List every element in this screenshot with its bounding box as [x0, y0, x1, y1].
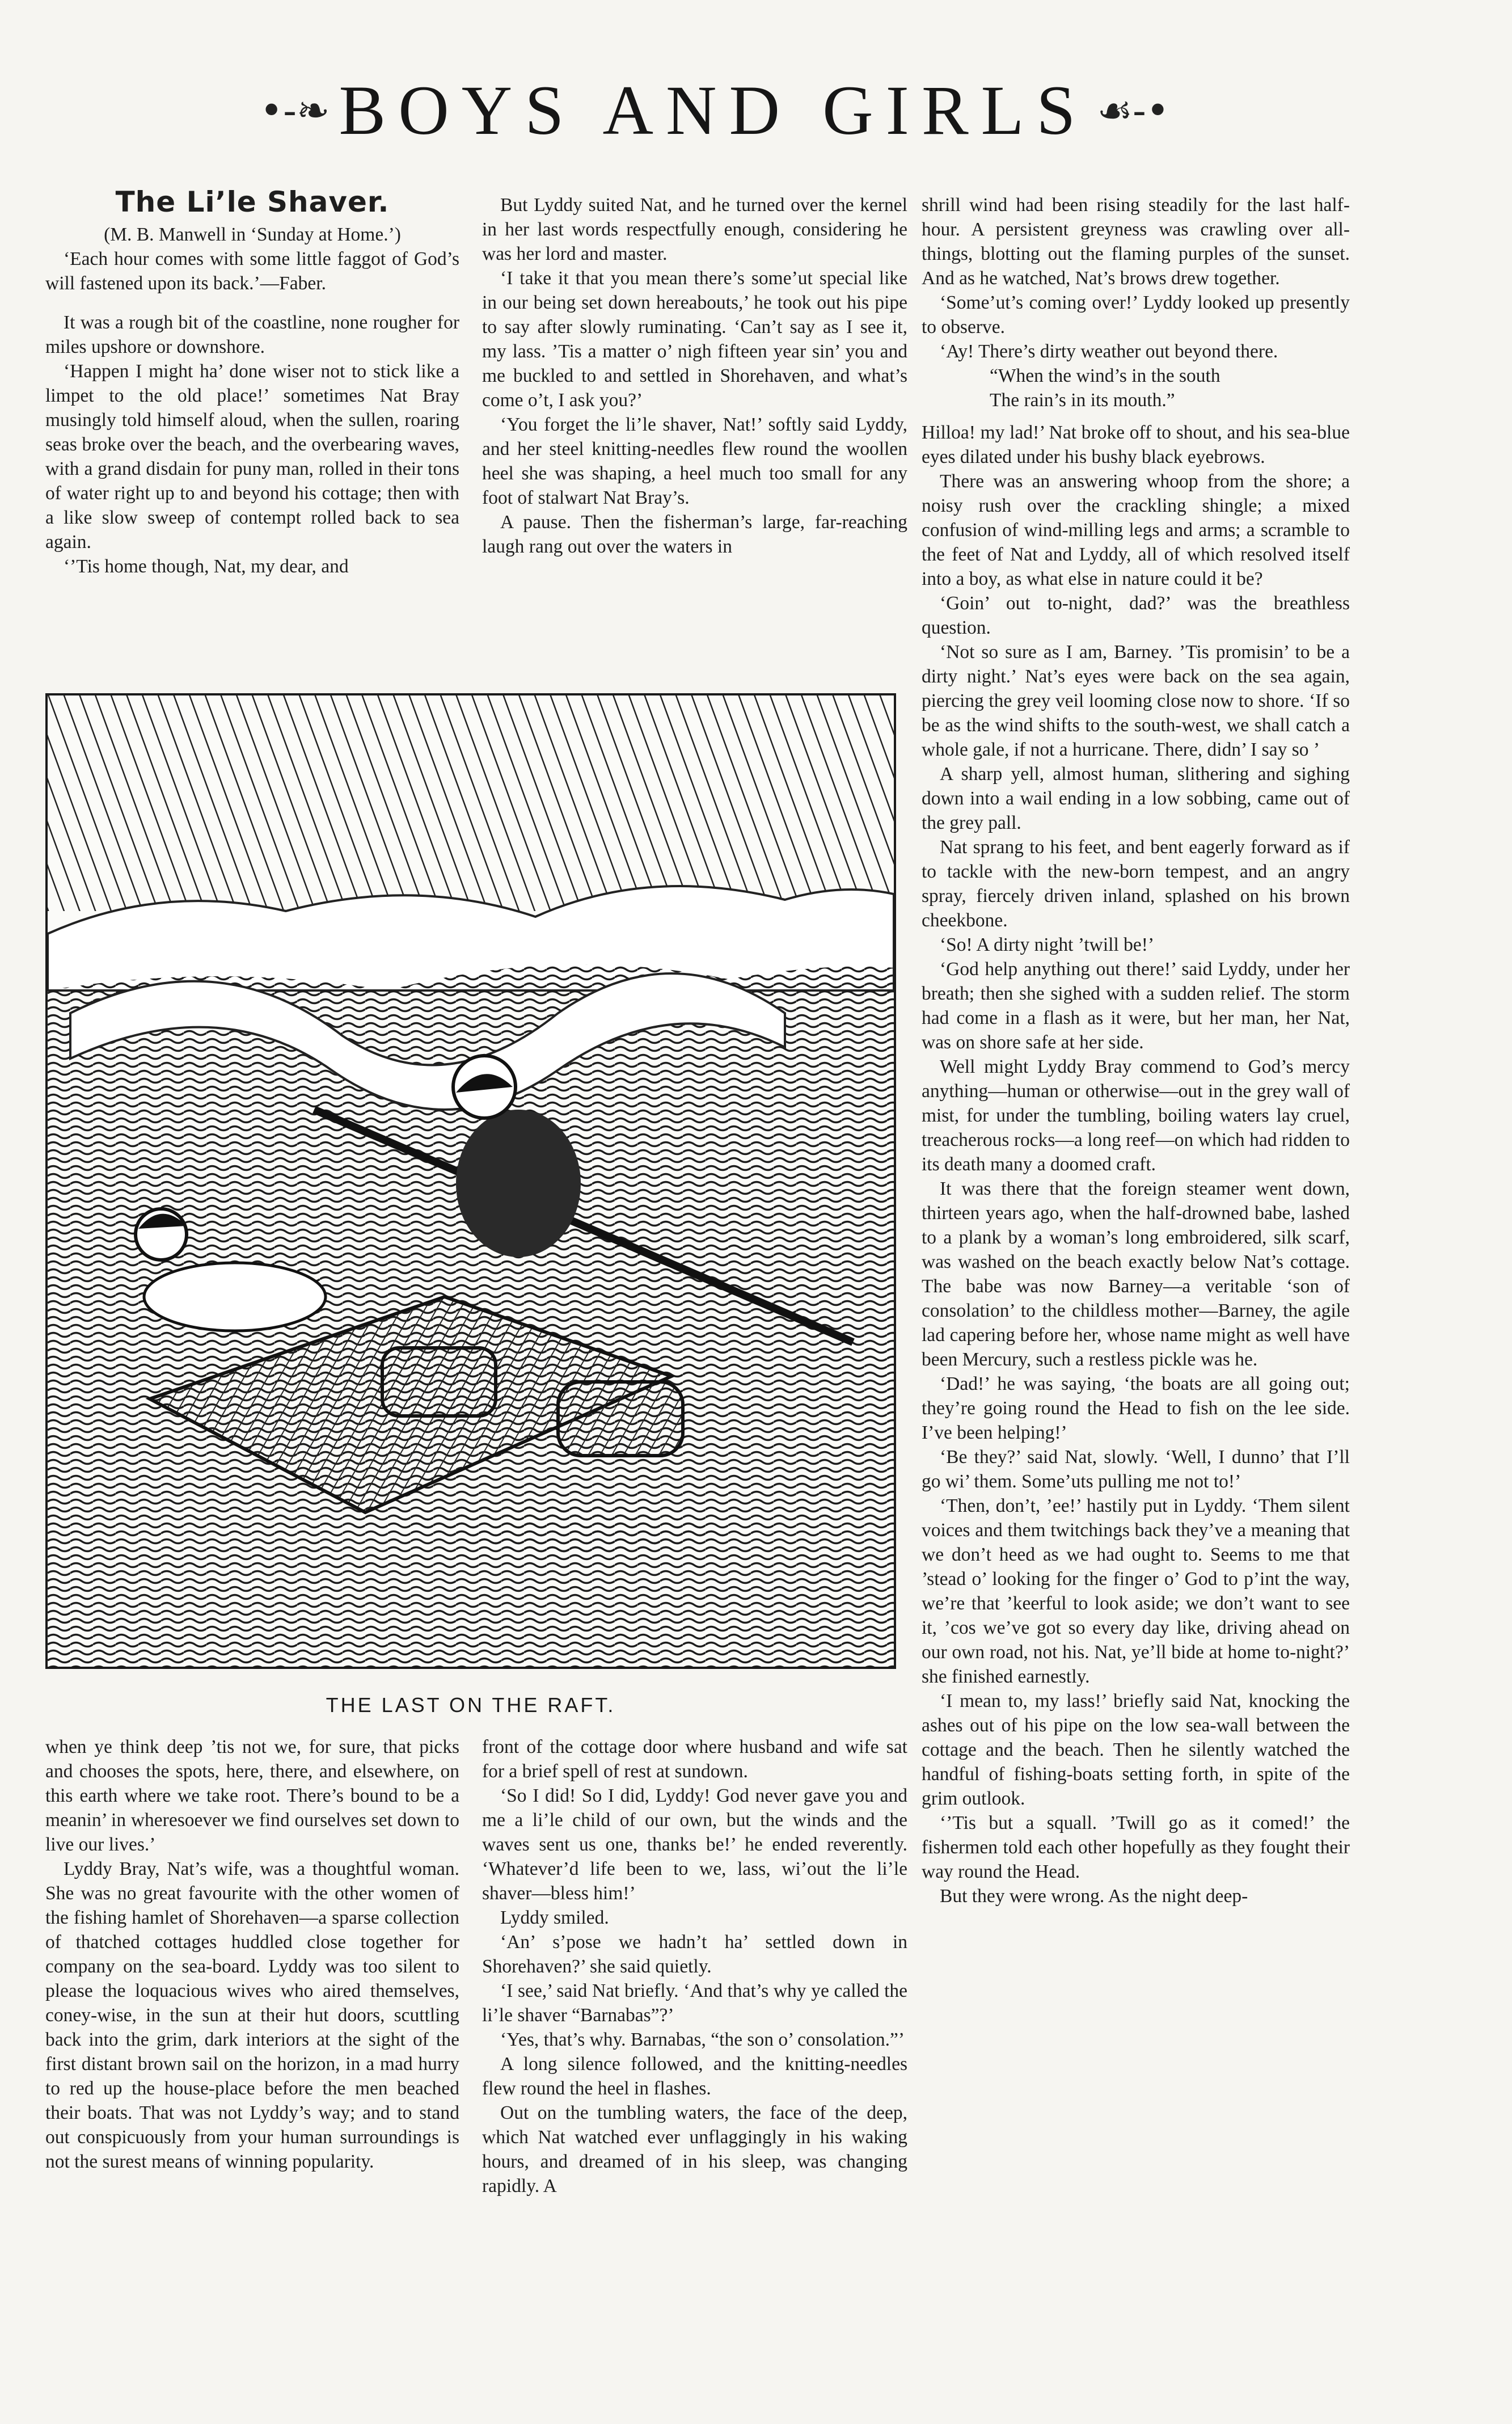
masthead	[216, 68, 1214, 153]
byline: (M. B. Manwell in ‘Sunday at Home.’)	[104, 224, 401, 245]
paragraph: But they were wrong. As the night deep-	[940, 1886, 1248, 1907]
paragraph: But Lyddy suited Nat, and he turned over the kernel in her last words respectfully enough, considering he was her lord and master.	[482, 195, 907, 264]
column-2-bottom	[482, 1735, 907, 2198]
paragraph: A pause. Then the fisherman’s large, far-reaching laugh rang out over the waters in	[482, 512, 907, 557]
paragraph: front of the cottage door where husband and wife sat for a brief spell of rest at sundown.	[482, 1736, 907, 1782]
paragraph: ‘Then, don’t, ’ee!’ hastily put in Lyddy. ‘Them silent voices and them twitchings back they’ve a meaning that we don’t heed as we had ought to. Seems to me that ’stead o’ looking for the finger o’ God to p’int the way, we’re that ’keerful to look aside; we don’t want to see it, ’cos we’ve got so every day like, driving ahead on our own road, not his. Nat, ye’ll bide at home to-night?’ she finished earnestly.	[922, 1495, 1350, 1687]
paragraph: A long silence followed, and the knitting-needles flew round the heel in flashes.	[482, 2054, 907, 2099]
paragraph: ‘Goin’ out to-night, dad?’ was the breathless question.	[922, 593, 1350, 638]
paragraph: Lyddy Bray, Nat’s wife, was a thoughtful woman. She was no great favourite with the other women of the fishing hamlet of Shorehaven—a sparse collection of thatched cottages huddled close together for company on the sea-board. Lyddy was too silent to please the loquacious wives who aired themselves, coney-wise, in the sun at their hut doors, scuttling back into the grim, dark interiors at the sight of the first distant brown sail on the horizon, in a mad hurry to red up the house-place before the men beached their boats. That was not Lyddy’s way; and to stand out conspicuously from your human surroundings is not the surest means of winning popularity.	[45, 1858, 459, 2172]
ornament-left-icon: •-❧	[259, 87, 330, 134]
paragraph: Hilloa! my lad!’ Nat broke off to shout, and his sea-blue eyes dilated under his bushy black eyebrows.	[922, 422, 1350, 467]
column-2-top	[482, 193, 907, 559]
paragraph: ‘Be they?’ said Nat, slowly. ‘Well, I dunno’ that I’ll go wi’ them. Some’uts pulling me not to!’	[922, 1447, 1350, 1492]
verse-line: “When the wind’s in the south	[990, 365, 1220, 386]
paragraph: ‘I mean to, my lass!’ briefly said Nat, knocking the ashes out of his pipe on the low sea-wall between the cottage and the beach. Then he silently watched the handful of fishing-boats setting forth, in spite of the grim outlook.	[922, 1691, 1350, 1809]
paragraph: shrill wind had been rising steadily for the last half-hour. A persistent greyness was crawling over all-things, blotting out the flaming purples of the sunset. And as he watched, Nat’s brows drew together.	[922, 195, 1350, 289]
paragraph: ‘Happen I might ha’ done wiser not to stick like a limpet to the old place!’ sometimes Nat Bray musingly told himself aloud, when the sullen, roaring seas broke over the beach, and the overbearing waves, with a grand disdain for puny man, rolled in their tons of water right up to and beyond his cottage; then with a like slow sweep of contempt rolled back to sea again.	[45, 361, 459, 553]
paragraph: Well might Lyddy Bray commend to God’s mercy anything—human or otherwise—out in the grey wall of mist, for under the tumbling, boiling waters lay cruel, treacherous rocks—a long reef—on which had ridden to its death many a doomed craft.	[922, 1056, 1350, 1175]
paragraph: ‘So I did! So I did, Lyddy! God never gave you and me a li’le child of our own, but the winds and the waves sent us one, thanks be!’ he ended reverently. ‘Whatever’d life been to we, lass, wi’out the li’le shaver—bless him!’	[482, 1785, 907, 1904]
illustration-caption: THE LAST ON THE RAFT.	[326, 1693, 616, 1717]
paragraph: ‘’Tis but a squall. ’Twill go as it comed!’ the fishermen told each other hopefully as they fought their way round the Head.	[922, 1812, 1350, 1882]
column-3	[922, 193, 1350, 1908]
paragraph: A sharp yell, almost human, slithering and sighing down into a wail ending in a low sobbing, came out of the grey pall.	[922, 764, 1350, 833]
paragraph: Nat sprang to his feet, and bent eagerly forward as if to tackle with the new-born tempest, and an angry spray, fiercely driven inland, splashed on his brown cheekbone.	[922, 837, 1350, 931]
paragraph: ‘’Tis home though, Nat, my dear, and	[64, 556, 349, 577]
paragraph: ‘Some’ut’s coming over!’ Lyddy looked up presently to observe.	[922, 292, 1350, 338]
raft-engraving	[48, 695, 894, 1667]
column-1-bottom	[45, 1735, 459, 2174]
paragraph: ‘Ay! There’s dirty weather out beyond there.	[940, 341, 1278, 362]
epigraph: ‘Each hour comes with some little faggot of God’s will fastened upon its back.’—Faber.	[45, 248, 459, 294]
ornament-right-icon: ☙-•	[1097, 87, 1170, 134]
paragraph: Out on the tumbling waters, the face of the deep, which Nat watched ever unflaggingly in his waking hours, and dreamed of in his sleep, was changing rapidly. A	[482, 2102, 907, 2197]
paragraph: There was an answering whoop from the shore; a noisy rush over the crackling shingle; a mixed confusion of wind-milling legs and arms; a scramble to the feet of Nat and Lyddy, all of which resolved itself into a boy, as what else in nature could it be?	[922, 471, 1350, 589]
section-title: BOYS AND GIRLS	[339, 71, 1088, 149]
paragraph: ‘You forget the li’le shaver, Nat!’ softly said Lyddy, and her steel knitting-needles flew round the woollen heel she was shaping, a heel much too small for any foot of stalwart Nat Bray’s.	[482, 414, 907, 508]
paragraph: ‘God help anything out there!’ said Lyddy, under her breath; then she sighed with a sudden relief. The storm had come in a flash as it were, but her man, her Nat, was on shore safe at her side.	[922, 959, 1350, 1053]
column-1-top	[45, 186, 459, 579]
paragraph: when ye think deep ’tis not we, for sure, that picks and chooses the spots, here, there, and elsewhere, on this earth where we take root. There’s bound to be a meanin’ in wheresoever we find ourselves set down to live our lives.’	[45, 1736, 459, 1855]
paragraph: ‘I see,’ said Nat briefly. ‘And that’s why ye called the li’le shaver “Barnabas”?’	[482, 1980, 907, 2026]
paragraph: ‘An’ s’pose we hadn’t ha’ settled down in Shorehaven?’ she said quietly.	[482, 1932, 907, 1977]
paragraph: ‘I take it that you mean there’s some’ut special like in our being set down hereabouts,’ he took out his pipe to say after slowly ruminating. ‘Can’t say as I see it, my lass. ’Tis a matter o’ nigh fifteen year sin’ you and me buckled to and settled in Shorehaven, and what’s come o’t, I ask you?’	[482, 268, 907, 411]
paragraph: Lyddy smiled.	[500, 1907, 609, 1928]
illustration-raft	[45, 693, 896, 1669]
story-title: The Li’le Shaver.	[115, 186, 390, 218]
paragraph: ‘Not so sure as I am, Barney. ’Tis promisin’ to be a dirty night.’ Nat’s eyes were back on the sea again, piercing the grey veil looming close now to shore. ‘If so be as the wind shifts to the south-west, we shall catch a whole gale, if not a hurricane. There, didn’ I say so ’	[922, 642, 1350, 760]
paragraph: ‘Dad!’ he was saying, ‘the boats are all going out; they’re going round the Head to fish on the lee side. I’ve been helping!’	[922, 1373, 1350, 1443]
verse-line: The rain’s in its mouth.”	[990, 390, 1175, 411]
paragraph: ‘Yes, that’s why. Barnabas, “the son o’ consolation.”’	[500, 2029, 905, 2050]
paragraph: ‘So! A dirty night ’twill be!’	[940, 934, 1155, 955]
paragraph: It was there that the foreign steamer went down, thirteen years ago, when the half-drowned babe, lashed to a plank by a woman’s long embroidered, silk scarf, was washed on the beach exactly below Nat’s cottage. The babe was now Barney—a veritable ‘son of consolation’ to the childless mother—Barney, the agile lad capering before her, whose name might as well have been Mercury, such a restless pickle was he.	[922, 1178, 1350, 1370]
paragraph: It was a rough bit of the coastline, none rougher for miles upshore or downshore.	[45, 312, 459, 357]
